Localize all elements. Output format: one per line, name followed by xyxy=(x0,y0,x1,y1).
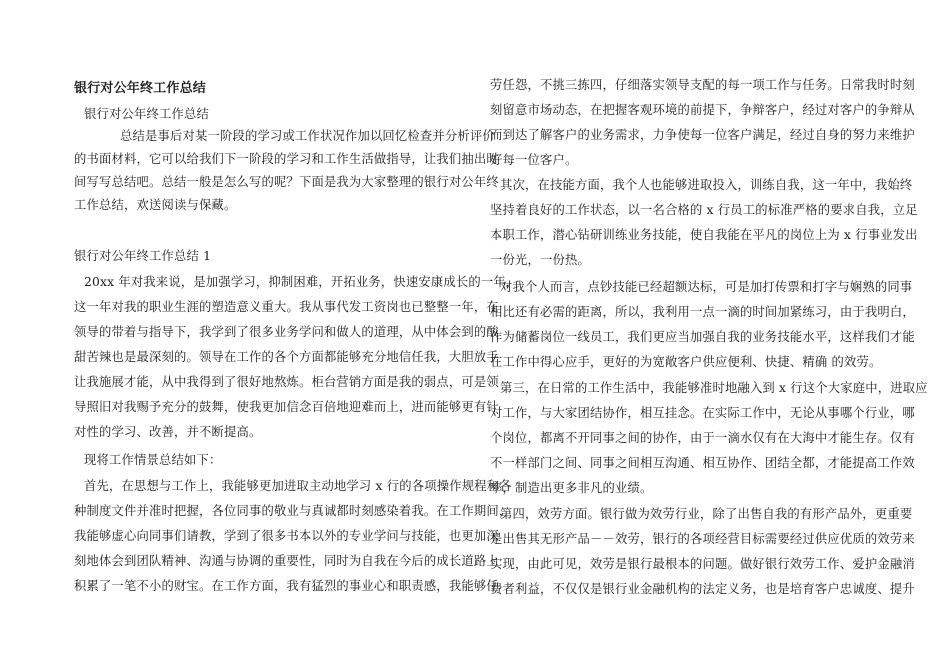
text-line: 其次，在技能方面，我个人也能够进取投入，训练自我，这一年中，我始终 xyxy=(500,178,913,192)
text-line: 作为储蓄岗位一线员工，我们更应当加强自我的业务技能水平，这样我们才能 xyxy=(490,330,915,344)
text-line: 20xx 年对我来说，是加强学习，抑制困难，开拓业务，快速安康成长的一年， xyxy=(84,275,519,289)
text-line: 首先，在思想与工作上，我能够更加进取主动地学习 x 行的各项操作规程和各 xyxy=(84,479,512,493)
text-line: 本职工作，潜心钻研训练业务技能，使自我能在平凡的岗位上为 x 行事业发出 xyxy=(490,228,918,242)
text-line: 相比还有必需的距离，所以，我利用一点一滴的时间加紧练习，由于我明白， xyxy=(490,305,915,319)
text-line: 我能够虚心向同事们请教，学到了很多书本以外的专业学问与技能，也更加深 xyxy=(74,529,499,543)
text-line: 不一样部门之间、同事之间相互沟通、相互协作、团结全都，才能提高工作效 xyxy=(490,456,915,470)
text-line: 对性的学习、改善，并不断提高。 xyxy=(74,425,262,439)
section-heading: 银行对公年终工作总结 1 xyxy=(74,249,212,263)
text-line: 费者利益，不仅仅是银行业金融机构的法定义务，也是培育客户忠诚度、提升 xyxy=(490,582,915,596)
text-line: 的书面材料，它可以给我们下一阶段的学习和工作生活做指导，让我们抽出时 xyxy=(74,152,499,166)
text-line: 总结是事后对某一阶段的学习或工作状况作加以回忆检查并分析评价 xyxy=(120,129,495,143)
text-line: 甜苦辣也是最深刻的。领导在工作的各个方面都能够充分地信任我，大胆放手 xyxy=(74,350,499,364)
text-line: 是出售其无形产品－－效劳，银行的各项经营目标需要经过供应优质的效劳来 xyxy=(490,532,915,546)
text-line: 让我施展才能，从中我得到了很好地熬炼。柜台营销方面是我的弱点，可是领 xyxy=(74,375,499,389)
text-line: 劳任怨，不挑三拣四，仔细落实领导支配的每一项工作与任务。日常我时时刻 xyxy=(490,78,915,92)
text-line: 个岗位，都离不开同事之间的协作，由于一滴水仅有在大海中才能生存。仅有 xyxy=(490,431,915,445)
document-title: 银行对公年终工作总结 xyxy=(74,81,207,96)
text-line: 刻地体会到团队精神、沟通与协调的重要性，同时为自我在今后的成长道路上 xyxy=(74,554,499,568)
subtitle-line: 银行对公年终工作总结 xyxy=(84,107,209,121)
text-line: 实现，由此可见，效劳是银行最根本的问题。做好银行效劳工作、爱护金融消 xyxy=(490,557,915,571)
text-line: 第三，在日常的工作生活中，我能够准时地融入到 x 行这个大家庭中，进取应 xyxy=(500,381,928,395)
text-line: 现将工作情景总结如下： xyxy=(84,453,222,467)
text-line: 刻留意市场动态，在把握客观环境的前提下，争辩客户，经过对客户的争辩从 xyxy=(490,103,915,117)
text-line: 率，制造出更多非凡的业绩。 xyxy=(490,481,653,495)
text-line: 第四，效劳方面。银行做为效劳行业，除了出售自我的有形产品外，更重要 xyxy=(500,507,913,521)
text-line: 积累了一笔不小的财宝。在工作方面，我有猛烈的事业心和职责感，我能够任 xyxy=(74,579,499,593)
text-line: 导照旧对我赐予充分的鼓舞，使我更加信念百倍地迎难而上，进而能够更有针 xyxy=(74,400,499,414)
text-line: 对工作，与大家团结协作，相互挂念。在实际工作中，无论从事哪个行业，哪 xyxy=(490,406,915,420)
text-line: 工作总结，欢送阅读与保藏。 xyxy=(74,198,237,212)
text-line: 在工作中得心应手，更好的为宽敞客户供应便利、快捷、精确 的效劳。 xyxy=(490,355,882,369)
text-line: 领导的带着与指导下，我学到了很多业务学问和做人的道理，从中体会到的酸 xyxy=(74,325,499,339)
text-line: 一份光，一份热。 xyxy=(490,253,590,267)
text-line: 对我个人而言，点钞技能已经超额达标，可是加打传票和打字与娴熟的同事 xyxy=(500,280,913,294)
text-line: 好每一位客户。 xyxy=(490,153,578,167)
text-line: 这一年对我的职业生涯的塑造意义重大。我从事代发工资岗也已整整一年，在 xyxy=(74,300,499,314)
text-line: 而到达了解客户的业务需求，力争使每一位客户满足，经过自身的努力来维护 xyxy=(490,128,915,142)
text-line: 间写写总结吧。总结一般是怎么写的呢？下面是我为大家整理的银行对公年终 xyxy=(74,175,499,189)
text-line: 种制度文件并准时把握，各位同事的敬业与真诚都时刻感染着我。在工作期间， xyxy=(74,504,512,518)
text-line: 坚持着良好的工作状态，以一名合格的 x 行员工的标准严格的要求自我，立足 xyxy=(490,203,918,217)
